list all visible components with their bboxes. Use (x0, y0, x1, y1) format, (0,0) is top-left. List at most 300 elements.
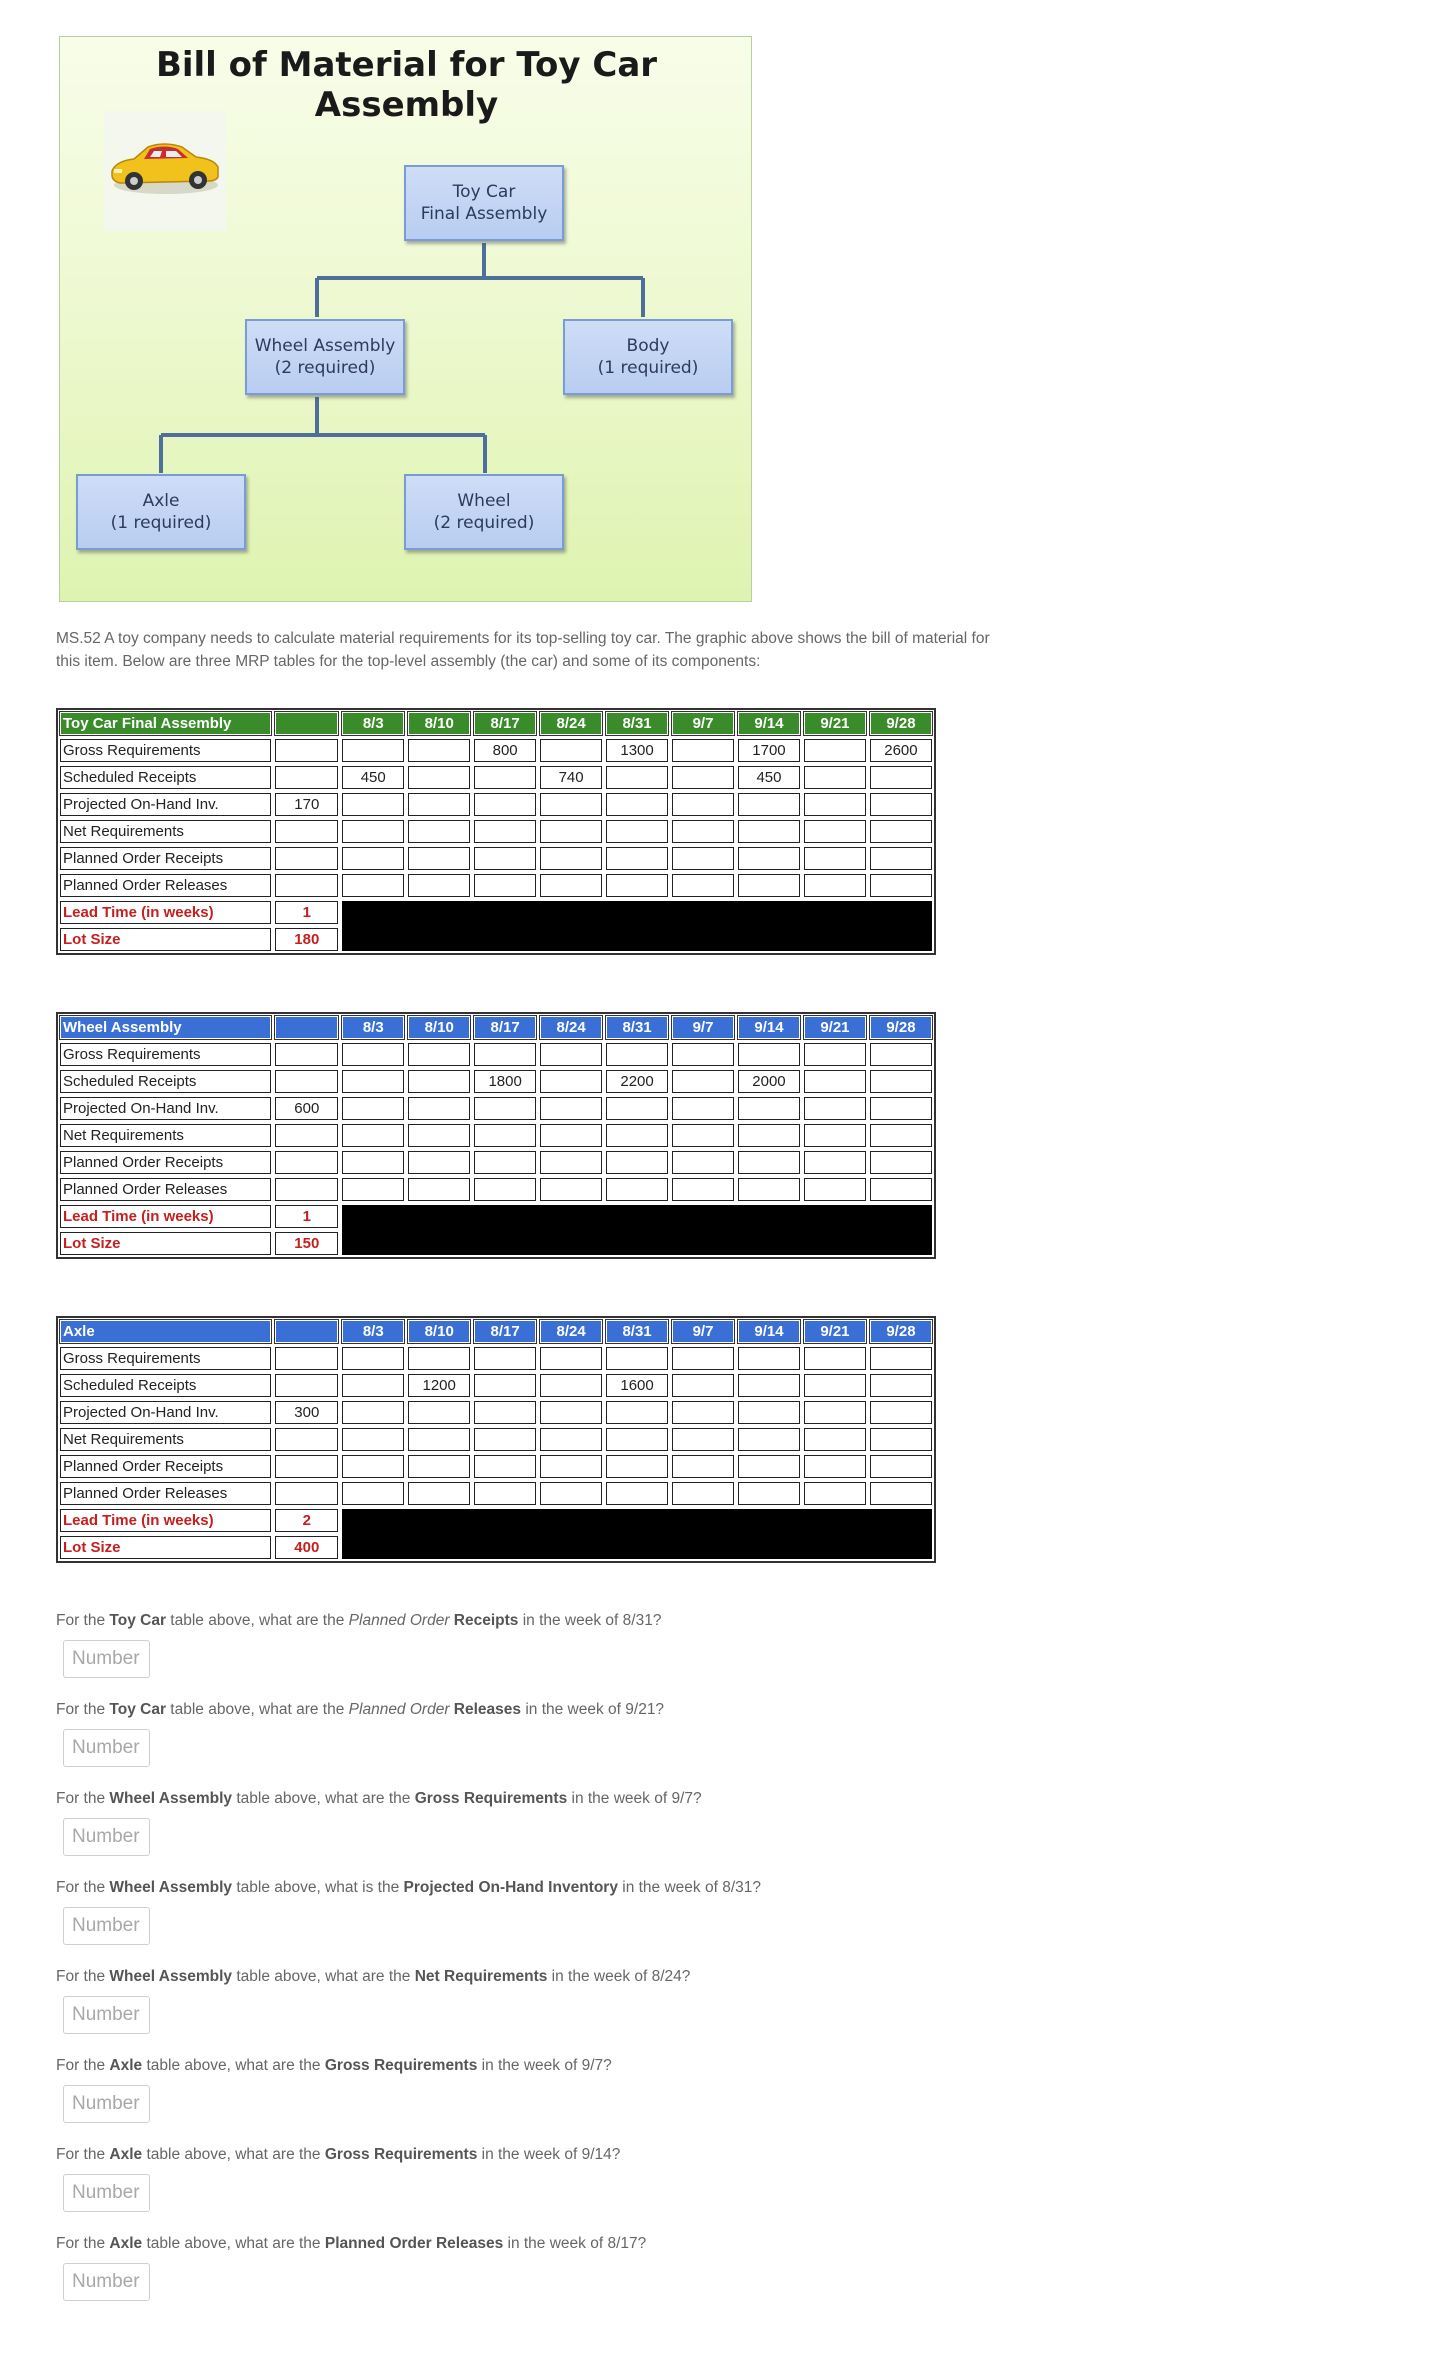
mrp-cell (606, 874, 668, 897)
mrp-cell (738, 820, 800, 843)
mrp-cell (342, 1374, 404, 1397)
mrp-header-blank (275, 1016, 338, 1039)
question-suffix: in the week of 9/21? (521, 1701, 665, 1718)
mrp-cell (804, 1455, 866, 1478)
question-metric: Gross Requirements (324, 2057, 478, 2074)
mrp-cell (672, 1070, 734, 1093)
mrp-cell (738, 1374, 800, 1397)
mrp-week-header: 8/17 (474, 712, 536, 735)
mrp-week-header: 8/31 (606, 1320, 668, 1343)
mrp-row (60, 1124, 932, 1147)
mrp-cell (804, 847, 866, 870)
mrp-table-title: Wheel Assembly (60, 1016, 271, 1039)
mrp-week-header: 8/24 (540, 1320, 602, 1343)
lead-time-value: 1 (275, 901, 338, 924)
mrp-cell (474, 1347, 536, 1370)
lot-size-label: Lot Size (60, 1232, 271, 1255)
mrp-initial-cell (275, 1070, 338, 1093)
mrp-cell (408, 1482, 470, 1505)
mrp-cell: 740 (540, 766, 602, 789)
mrp-cell (408, 1401, 470, 1424)
question-prefix: For the (56, 2057, 110, 2074)
mrp-cell (804, 1401, 866, 1424)
lead-time-value: 2 (275, 1509, 338, 1532)
mrp-row-label: Planned Order Receipts (60, 847, 271, 870)
node-label: Body (626, 336, 670, 356)
mrp-table-wheel-assembly (56, 1012, 936, 1259)
mrp-cell (870, 1043, 932, 1066)
mrp-cell (804, 793, 866, 816)
mrp-row (60, 1070, 932, 1093)
mrp-cell (342, 1428, 404, 1451)
mrp-cell (870, 1124, 932, 1147)
mrp-week-header: 9/7 (672, 1016, 734, 1039)
mrp-cell (870, 1482, 932, 1505)
mrp-initial-cell: 600 (275, 1097, 338, 1120)
mrp-row (60, 1482, 932, 1505)
mrp-cell (804, 1428, 866, 1451)
question-emphasis: Planned Order (348, 1612, 450, 1629)
lot-size-label: Lot Size (60, 1536, 271, 1559)
mrp-cell (738, 1151, 800, 1174)
mrp-cell (870, 1347, 932, 1370)
lead-time-value: 1 (275, 1205, 338, 1228)
mrp-lead-time-row (60, 901, 932, 924)
question-middle: table above, what are the (165, 1612, 349, 1629)
node-sublabel: (2 required) (274, 358, 376, 378)
mrp-initial-cell (275, 1151, 338, 1174)
question-item: Wheel Assembly (109, 1879, 233, 1896)
mrp-cell: 1700 (738, 739, 800, 762)
mrp-cell (342, 1151, 404, 1174)
question-block (56, 2055, 1056, 2077)
mrp-cell (870, 874, 932, 897)
mrp-cell (606, 1482, 668, 1505)
mrp-row (60, 1043, 932, 1066)
mrp-row-label: Projected On-Hand Inv. (60, 1097, 271, 1120)
question-middle: table above, what are the (232, 1968, 415, 1985)
mrp-cell (804, 1043, 866, 1066)
question-metric: Receipts (449, 1612, 519, 1629)
question-item: Axle (109, 2146, 143, 2163)
mrp-blackout-block (342, 1509, 932, 1559)
mrp-week-header: 9/14 (738, 1320, 800, 1343)
lead-time-label: Lead Time (in weeks) (60, 901, 271, 924)
lead-time-label: Lead Time (in weeks) (60, 1509, 271, 1532)
answer-number-input[interactable] (63, 1996, 150, 2034)
mrp-cell (474, 1455, 536, 1478)
question-block (56, 1788, 1056, 1810)
mrp-row-label: Scheduled Receipts (60, 1374, 271, 1397)
mrp-cell (540, 739, 602, 762)
mrp-week-header: 9/14 (738, 1016, 800, 1039)
mrp-cell (672, 1347, 734, 1370)
question-middle: table above, what are the (232, 1790, 415, 1807)
mrp-row-label: Planned Order Releases (60, 1482, 271, 1505)
mrp-cell (870, 1097, 932, 1120)
mrp-row-label: Planned Order Receipts (60, 1455, 271, 1478)
answer-number-input[interactable] (63, 1818, 150, 1856)
mrp-cell (804, 1482, 866, 1505)
mrp-cell (738, 1178, 800, 1201)
mrp-cell (342, 793, 404, 816)
mrp-cell (408, 820, 470, 843)
mrp-cell (804, 1178, 866, 1201)
mrp-week-header: 9/14 (738, 712, 800, 735)
mrp-cell (672, 1482, 734, 1505)
bom-node-final-assembly (404, 165, 564, 241)
mrp-cell (804, 1124, 866, 1147)
mrp-cell (342, 1124, 404, 1147)
question-text (56, 1788, 1056, 1810)
lot-size-label: Lot Size (60, 928, 271, 951)
mrp-cell (738, 874, 800, 897)
mrp-cell (672, 1124, 734, 1147)
mrp-cell (342, 1070, 404, 1093)
mrp-cell (474, 793, 536, 816)
mrp-row (60, 766, 932, 789)
node-label: Toy Car (452, 182, 516, 202)
mrp-row (60, 793, 932, 816)
mrp-cell (870, 1070, 932, 1093)
node-sublabel: (1 required) (597, 358, 699, 378)
mrp-cell (408, 1151, 470, 1174)
mrp-cell (408, 1070, 470, 1093)
node-sublabel: (1 required) (110, 513, 212, 533)
mrp-cell (870, 1374, 932, 1397)
mrp-cell (342, 1097, 404, 1120)
mrp-row-label: Gross Requirements (60, 1043, 271, 1066)
answer-number-input[interactable] (63, 2263, 150, 2301)
mrp-cell (870, 1401, 932, 1424)
question-text (56, 1966, 1056, 1988)
question-text (56, 2055, 1056, 2077)
bom-node-body (563, 319, 733, 395)
question-metric: Net Requirements (414, 1968, 548, 1985)
node-label: Wheel (457, 491, 511, 511)
mrp-cell (804, 874, 866, 897)
mrp-week-header: 8/10 (408, 712, 470, 735)
bom-node-axle (76, 474, 246, 550)
mrp-week-header: 8/24 (540, 1016, 602, 1039)
mrp-cell (672, 1374, 734, 1397)
mrp-cell (342, 1455, 404, 1478)
mrp-cell (672, 1043, 734, 1066)
mrp-initial-cell: 170 (275, 793, 338, 816)
problem-intro: MS.52 A toy company needs to calculate material requirements for its top-selling toy car. The graphic above shows the bill of material for this item. Below are three MRP tables for the top-level assembly (the car) and some of its components: (56, 630, 990, 670)
mrp-cell (342, 1043, 404, 1066)
mrp-cell (606, 793, 668, 816)
mrp-cell (540, 1124, 602, 1147)
mrp-cell (342, 1401, 404, 1424)
mrp-row (60, 1455, 932, 1478)
mrp-cell (606, 1455, 668, 1478)
mrp-cell (606, 847, 668, 870)
question-prefix: For the (56, 1879, 110, 1896)
mrp-header-row (60, 1320, 932, 1343)
question-metric: Gross Requirements (324, 2146, 478, 2163)
mrp-cell: 2200 (606, 1070, 668, 1093)
mrp-cell (804, 820, 866, 843)
mrp-cell (870, 1455, 932, 1478)
mrp-week-header: 8/10 (408, 1320, 470, 1343)
question-prefix: For the (56, 1701, 110, 1718)
mrp-table-title: Axle (60, 1320, 271, 1343)
mrp-cell (342, 874, 404, 897)
mrp-grid (56, 1012, 936, 1259)
mrp-cell (606, 1043, 668, 1066)
question-prefix: For the (56, 1790, 110, 1807)
mrp-cell (738, 1455, 800, 1478)
mrp-row (60, 1097, 932, 1120)
mrp-week-header: 8/3 (342, 1016, 404, 1039)
mrp-table-toy-car (56, 708, 936, 955)
mrp-cell (474, 847, 536, 870)
mrp-row-label: Scheduled Receipts (60, 1070, 271, 1093)
mrp-initial-cell (275, 1482, 338, 1505)
mrp-row (60, 1401, 932, 1424)
mrp-row-label: Planned Order Releases (60, 874, 271, 897)
lot-size-value: 180 (275, 928, 338, 951)
mrp-cell (408, 874, 470, 897)
question-metric: Gross Requirements (414, 1790, 568, 1807)
mrp-cell (540, 1070, 602, 1093)
mrp-cell (738, 847, 800, 870)
mrp-week-header: 9/21 (804, 712, 866, 735)
mrp-row-label: Gross Requirements (60, 739, 271, 762)
mrp-cell: 450 (342, 766, 404, 789)
mrp-row-label: Projected On-Hand Inv. (60, 793, 271, 816)
mrp-cell (804, 1347, 866, 1370)
mrp-cell (606, 1178, 668, 1201)
mrp-lead-time-row (60, 1509, 932, 1532)
mrp-cell (870, 1151, 932, 1174)
mrp-cell (738, 1043, 800, 1066)
node-sublabel: Final Assembly (420, 204, 548, 224)
mrp-cell (342, 739, 404, 762)
mrp-cell (474, 766, 536, 789)
mrp-week-header: 9/7 (672, 712, 734, 735)
mrp-week-header: 9/28 (870, 1320, 932, 1343)
mrp-cell (738, 793, 800, 816)
question-prefix: For the (56, 1612, 110, 1629)
mrp-cell (606, 1124, 668, 1147)
mrp-cell (408, 1455, 470, 1478)
question-text (56, 1877, 1056, 1899)
question-emphasis: Planned Order (348, 1701, 450, 1718)
question-block (56, 2233, 1056, 2255)
question-suffix: in the week of 8/17? (503, 2235, 647, 2252)
mrp-week-header: 9/28 (870, 712, 932, 735)
mrp-row-label: Planned Order Releases (60, 1178, 271, 1201)
question-metric: Releases (449, 1701, 522, 1718)
mrp-cell (342, 1347, 404, 1370)
mrp-week-header: 9/28 (870, 1016, 932, 1039)
mrp-cell (606, 766, 668, 789)
mrp-row (60, 1151, 932, 1174)
mrp-row (60, 739, 932, 762)
mrp-cell (540, 1428, 602, 1451)
question-prefix: For the (56, 2146, 110, 2163)
mrp-cell (870, 847, 932, 870)
mrp-cell (606, 1347, 668, 1370)
mrp-cell: 1300 (606, 739, 668, 762)
mrp-initial-cell (275, 1043, 338, 1066)
mrp-cell (408, 1347, 470, 1370)
mrp-initial-cell (275, 1347, 338, 1370)
mrp-cell (606, 820, 668, 843)
question-suffix: in the week of 9/7? (567, 1790, 702, 1807)
question-item: Toy Car (109, 1612, 166, 1629)
mrp-cell (408, 793, 470, 816)
question-middle: table above, what are the (142, 2057, 325, 2074)
mrp-cell (738, 1428, 800, 1451)
mrp-table-title: Toy Car Final Assembly (60, 712, 271, 735)
mrp-row (60, 1374, 932, 1397)
question-metric: Projected On-Hand Inventory (403, 1879, 618, 1896)
mrp-cell: 2600 (870, 739, 932, 762)
mrp-cell (672, 847, 734, 870)
bom-node-wheel-assembly (245, 319, 405, 395)
mrp-initial-cell (275, 1124, 338, 1147)
question-prefix: For the (56, 2235, 110, 2252)
mrp-cell (870, 793, 932, 816)
mrp-initial-cell (275, 820, 338, 843)
bom-title: Bill of Material for Toy Car Assembly (155, 45, 658, 125)
mrp-cell (408, 1178, 470, 1201)
question-suffix: in the week of 8/31? (518, 1612, 662, 1629)
mrp-cell (540, 1401, 602, 1424)
mrp-cell (672, 1428, 734, 1451)
mrp-cell (870, 1178, 932, 1201)
mrp-cell (606, 1401, 668, 1424)
mrp-week-header: 8/17 (474, 1320, 536, 1343)
mrp-cell: 1800 (474, 1070, 536, 1093)
mrp-row-label: Planned Order Receipts (60, 1151, 271, 1174)
question-prefix: For the (56, 1968, 110, 1985)
mrp-initial-cell (275, 1178, 338, 1201)
mrp-header-blank (275, 712, 338, 735)
mrp-row (60, 820, 932, 843)
mrp-week-header: 8/31 (606, 1016, 668, 1039)
mrp-cell (408, 1428, 470, 1451)
mrp-grid (56, 708, 936, 955)
mrp-cell (804, 1374, 866, 1397)
mrp-cell (474, 874, 536, 897)
mrp-cell (804, 739, 866, 762)
mrp-cell (474, 1401, 536, 1424)
answer-number-input[interactable] (63, 2085, 150, 2123)
mrp-cell (540, 1151, 602, 1174)
mrp-table-axle (56, 1316, 936, 1563)
mrp-initial-cell (275, 739, 338, 762)
mrp-blackout-block (342, 1205, 932, 1255)
answer-number-input[interactable] (63, 1729, 150, 1767)
mrp-cell (540, 793, 602, 816)
mrp-cell: 2000 (738, 1070, 800, 1093)
mrp-cell (540, 874, 602, 897)
mrp-cell (474, 820, 536, 843)
mrp-blackout-block (342, 901, 932, 951)
question-middle: table above, what are the (142, 2235, 325, 2252)
mrp-row-label: Gross Requirements (60, 1347, 271, 1370)
question-block (56, 2144, 1056, 2166)
question-middle: table above, what is the (232, 1879, 404, 1896)
question-suffix: in the week of 8/24? (547, 1968, 691, 1985)
question-suffix: in the week of 9/14? (477, 2146, 621, 2163)
mrp-cell (606, 1428, 668, 1451)
mrp-cell (408, 1124, 470, 1147)
mrp-week-header: 8/17 (474, 1016, 536, 1039)
mrp-week-header: 9/21 (804, 1320, 866, 1343)
question-text (56, 1610, 1056, 1632)
mrp-row-label: Net Requirements (60, 1428, 271, 1451)
mrp-cell (540, 820, 602, 843)
answer-number-input[interactable] (63, 1640, 150, 1678)
question-item: Axle (109, 2235, 143, 2252)
mrp-cell (474, 1151, 536, 1174)
mrp-cell (672, 874, 734, 897)
mrp-grid (56, 1316, 936, 1563)
mrp-row-label: Net Requirements (60, 1124, 271, 1147)
mrp-cell (540, 1043, 602, 1066)
node-label: Wheel Assembly (254, 336, 396, 356)
answer-number-input[interactable] (63, 2174, 150, 2212)
mrp-cell (804, 1151, 866, 1174)
node-label: Axle (142, 491, 180, 511)
mrp-week-header: 8/31 (606, 712, 668, 735)
mrp-cell (342, 820, 404, 843)
mrp-initial-cell (275, 874, 338, 897)
question-block (56, 1610, 1056, 1632)
question-item: Wheel Assembly (109, 1790, 233, 1807)
mrp-cell (870, 1428, 932, 1451)
mrp-cell (540, 1097, 602, 1120)
mrp-initial-cell (275, 1374, 338, 1397)
question-text (56, 2144, 1056, 2166)
mrp-cell (738, 1124, 800, 1147)
mrp-cell: 800 (474, 739, 536, 762)
answer-number-input[interactable] (63, 1907, 150, 1945)
mrp-cell (672, 793, 734, 816)
mrp-cell (738, 1482, 800, 1505)
question-suffix: in the week of 8/31? (617, 1879, 761, 1896)
mrp-cell (408, 1043, 470, 1066)
mrp-cell: 1600 (606, 1374, 668, 1397)
question-item: Toy Car (109, 1701, 166, 1718)
mrp-cell (342, 847, 404, 870)
mrp-cell (672, 1151, 734, 1174)
mrp-row (60, 874, 932, 897)
mrp-cell (540, 847, 602, 870)
mrp-cell (408, 1097, 470, 1120)
bom-node-wheel (404, 474, 564, 550)
mrp-week-header: 8/3 (342, 712, 404, 735)
mrp-week-header: 8/24 (540, 712, 602, 735)
mrp-cell (672, 1455, 734, 1478)
mrp-header-row (60, 712, 932, 735)
mrp-week-header: 8/10 (408, 1016, 470, 1039)
mrp-cell: 450 (738, 766, 800, 789)
mrp-cell (474, 1097, 536, 1120)
mrp-cell (474, 1124, 536, 1147)
mrp-cell (540, 1178, 602, 1201)
mrp-cell (474, 1178, 536, 1201)
mrp-cell (474, 1482, 536, 1505)
mrp-cell (870, 766, 932, 789)
mrp-cell (738, 1347, 800, 1370)
mrp-cell (870, 820, 932, 843)
